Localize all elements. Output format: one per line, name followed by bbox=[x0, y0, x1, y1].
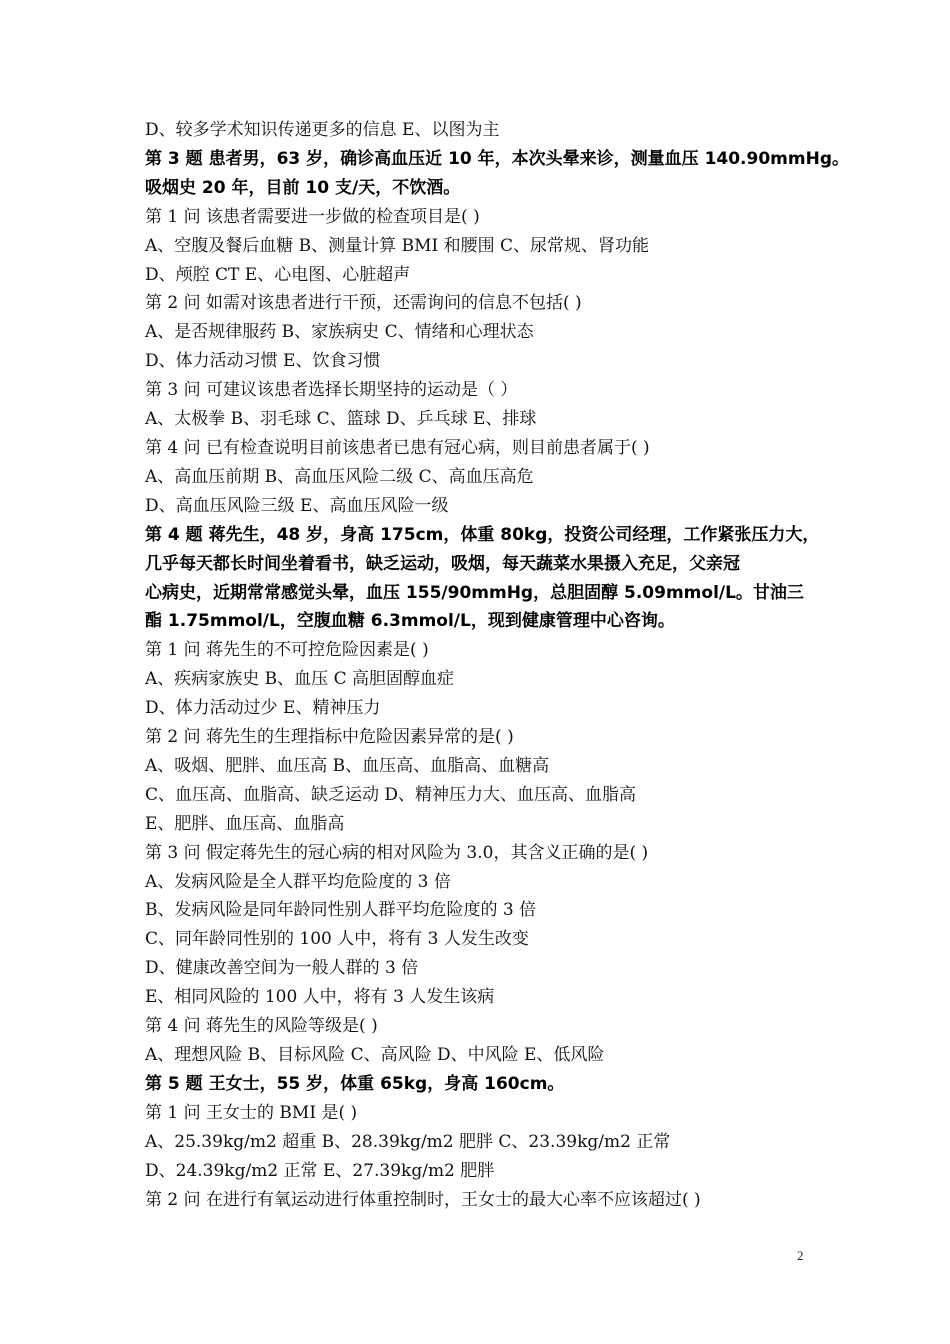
text-line: A、空腹及餐后血糖 B、测量计算 BMI 和腰围 C、尿常规、肾功能 bbox=[145, 235, 650, 256]
text-line: D、体力活动习惯 E、饮食习惯 bbox=[145, 351, 381, 372]
text-line: B、发病风险是同年龄同性别人群平均危险度的 3 倍 bbox=[145, 900, 537, 921]
text-line: D、体力活动过少 E、精神压力 bbox=[145, 698, 381, 719]
text-line: A、25.39kg/m2 超重 B、28.39kg/m2 肥胖 C、23.39kg/m2 正常 bbox=[145, 1131, 671, 1152]
text-line: 第 2 问 如需对该患者进行干预，还需询问的信息不包括( ) bbox=[145, 293, 582, 314]
text-line: D、颅腔 CT E、心电图、心脏超声 bbox=[145, 264, 411, 285]
text-line: D、健康改善空间为一般人群的 3 倍 bbox=[145, 958, 419, 979]
text-line: A、疾病家族史 B、血压 C 高胆固醇血症 bbox=[145, 669, 454, 690]
text-line: 第 1 问 蒋先生的不可控危险因素是( ) bbox=[145, 640, 429, 661]
text-line: C、同年龄同性别的 100 人中，将有 3 人发生改变 bbox=[145, 929, 529, 950]
text-line: A、高血压前期 B、高血压风险二级 C、高血压高危 bbox=[145, 466, 534, 487]
text-line: D、24.39kg/m2 正常 E、27.39kg/m2 肥胖 bbox=[145, 1160, 495, 1181]
text-line: A、理想风险 B、目标风险 C、高风险 D、中风险 E、低风险 bbox=[145, 1045, 605, 1065]
question-title-line: 第 4 题 蒋先生，48 岁，身高 175cm，体重 80kg，投资公司经理，工作紧张压力大， bbox=[145, 524, 820, 545]
text-line: A、太极拳 B、羽毛球 C、篮球 D、乒乓球 E、排球 bbox=[145, 409, 537, 430]
text-line: 第 4 问 已有检查说明目前该患者已患有冠心病，则目前患者属于( ) bbox=[145, 437, 650, 458]
text-line: 第 3 问 假定蒋先生的冠心病的相对风险为 3.0，其含义正确的是( ) bbox=[145, 842, 649, 863]
text-line: 第 1 问 王女士的 BMI 是( ) bbox=[145, 1102, 358, 1123]
text-line: 第 2 问 蒋先生的生理指标中危险因素异常的是( ) bbox=[145, 727, 514, 748]
question-title-line: 酯 1.75mmol/L，空腹血糖 6.3mmol/L，现到健康管理中心咨询。 bbox=[145, 611, 675, 632]
text-line: E、肥胖、血压高、血脂高 bbox=[145, 813, 345, 834]
question-title-line: 几乎每天都长时间坐着看书，缺乏运动，吸烟，每天蔬菜水果摄入充足，父亲冠 bbox=[145, 553, 740, 574]
page-number: 2 bbox=[797, 1248, 804, 1263]
text-line: 第 3 问 可建议该患者选择长期坚持的运动是（ ） bbox=[145, 380, 518, 401]
text-line: A、吸烟、肥胖、血压高 B、血压高、血脂高、血糖高 bbox=[145, 755, 550, 776]
text-line: 第 2 问 在进行有氧运动进行体重控制时，王女士的最大心率不应该超过( ) bbox=[145, 1189, 701, 1210]
question-title-line: 第 3 题 患者男，63 岁，确诊高血压近 10 年，本次头晕来诊，测量血压 140.90mmHg。 bbox=[145, 148, 849, 169]
question-title-line: 第 5 题 王女士，55 岁，体重 65kg，身高 160cm。 bbox=[145, 1073, 565, 1094]
question-title-line: 心病史，近期常常感觉头晕，血压 155/90mmHg，总胆固醇 5.09mmol/L。甘油三 bbox=[145, 582, 804, 603]
page-content bbox=[145, 116, 849, 1214]
text-line: C、血压高、血脂高、缺乏运动 D、精神压力大、血压高、血脂高 bbox=[145, 784, 637, 805]
text-line: 第 1 问 该患者需要进一步做的检查项目是( ) bbox=[145, 206, 480, 227]
text-line: E、相同风险的 100 人中，将有 3 人发生该病 bbox=[145, 987, 495, 1008]
text-line: A、发病风险是全人群平均危险度的 3 倍 bbox=[145, 871, 451, 892]
text-line: A、是否规律服药 B、家族病史 C、情绪和心理状态 bbox=[145, 322, 534, 343]
text-line: D、高血压风险三级 E、高血压风险一级 bbox=[145, 495, 449, 516]
question-title-line: 吸烟史 20 年，目前 10 支/天，不饮酒。 bbox=[145, 177, 461, 198]
text-line: D、较多学术知识传递更多的信息 E、以图为主 bbox=[145, 120, 500, 140]
text-line: 第 4 问 蒋先生的风险等级是( ) bbox=[145, 1016, 378, 1037]
